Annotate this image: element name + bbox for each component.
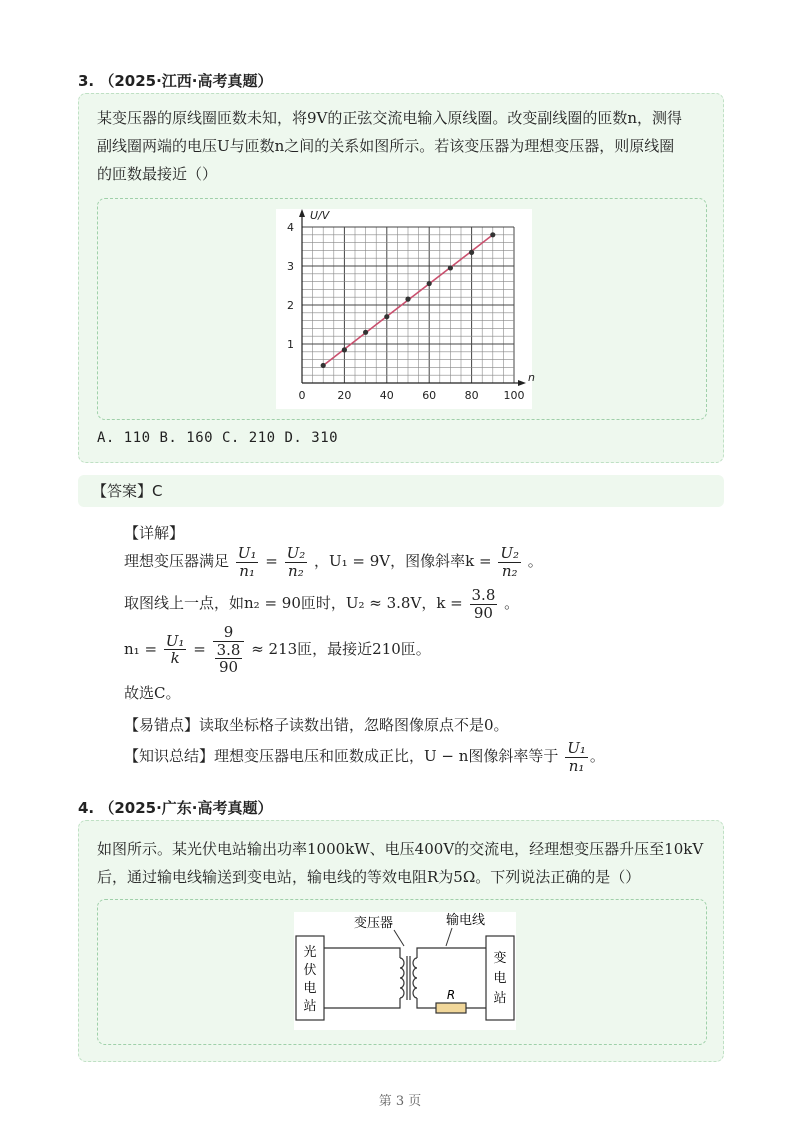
answer-bar [78,475,724,507]
frac-den: n₂ [288,561,304,580]
y-tick-label: 4 [287,221,294,234]
circuit-diagram [294,912,516,1030]
solution-line1: 理想变压器满足 $\frac{\text{U₁}}{\text{n₁}}$ = $\frac{\text{U₂}}{\text{n₂}}$ ，U₁ = 9V，图像斜率k = $\frac{\text{U₂}}{\text{n₂}}$ 。 [124,544,543,580]
solution-title: 【详解】 [124,524,185,542]
frac-den: n₂ [501,561,518,580]
frac-num: U₂ [500,544,519,562]
frac-den: n₁ [239,561,255,580]
summary-line [124,740,605,774]
solution-line1-pre: 理想变压器满足 [124,552,230,570]
line-leader [446,928,452,946]
x-tick-label: 60 [422,389,437,402]
frac-num: U₂ [286,544,306,562]
fraction-u1-k [164,633,187,667]
x-tick-label: 0 [298,389,306,402]
solution-line3-pre: n₁ = [124,639,162,658]
line-wire-top [417,948,486,958]
mistake-text: 读取坐标格子读数出错，忽略图像原点不是0。 [199,716,509,734]
page-number: 第 3 页 [378,1094,422,1109]
summary-end: 。 [589,747,605,765]
q4-text [97,835,707,891]
solution-line2 [124,587,519,621]
solution-line2-end: 。 [504,594,520,612]
fraction-u1-n1 [236,545,259,579]
pv-station-char: 伏 [303,963,317,978]
pv-station-char: 光 [303,945,317,960]
mistake-label: 【易错点】 [124,716,200,734]
summary-label: 【知识总结】 [124,747,215,765]
line-wire-bottom-left [417,998,436,1008]
x-tick-label: 40 [379,389,394,402]
fraction-inner [215,642,243,676]
solution-line3 [124,624,431,676]
secondary-coil [413,958,417,998]
q4-figure-frame [97,899,707,1045]
data-point [490,232,495,237]
q3-heading: 3. （2025·江西·高考真题） [78,72,273,90]
y-axis-arrow [299,209,305,217]
substation-char: 电 [493,971,507,986]
x-tick-label: 100 [503,389,525,402]
substation-char: 变 [493,951,507,966]
frac-num: 3.8 [216,640,241,659]
x-tick-label: 80 [464,389,479,402]
y-tick-label: 2 [287,299,294,312]
fraction-nested [213,624,245,676]
q4-circuit-panel [294,912,516,1030]
data-point [405,297,410,302]
primary-coil [400,958,404,998]
frac-num: U₁ [567,739,586,757]
solution-line3-end: ≈ 213匝，最接近210匝。 [251,639,431,658]
resistor-label: R [446,988,456,1002]
pv-station-char: 站 [303,999,317,1014]
q3-figure-frame [97,198,707,420]
q3-text-line3: 的匝数最接近（） [97,165,218,183]
frac-den: n₁ [568,756,585,775]
frac-num: 3.8 [471,586,496,604]
mistake-line [124,714,509,735]
q4-box [78,820,724,1062]
x-tick-label: 20 [337,389,352,402]
data-point [363,330,368,335]
frac-num: U₁ [237,544,257,562]
q3-text [97,104,707,188]
transformer-leader [394,930,404,946]
fraction-38-90 [470,587,498,621]
fraction-u1-n1-summary [565,740,588,774]
x-axis-label: n [528,371,535,384]
solution-line2-pre: 取图线上一点，如n₂ = 90匝时，U₂ ≈ 3.8V，k = [124,594,468,612]
frac-den: k [170,649,180,668]
q3-chart [276,209,535,409]
resistor [436,1003,466,1013]
q3-text-line2: 副线圈两端的电压U与匝数n之间的关系如图所示。若该变压器为理想变压器，则原线圈 [97,137,675,155]
frac-den: 90 [473,603,493,622]
q3-chart-panel [276,209,535,409]
line-label: 输电线 [446,913,486,928]
solution-line3-eq: = [193,639,211,658]
frac-num: 9 [213,624,245,642]
data-point [384,314,389,319]
frac-num: U₁ [165,631,185,650]
solution-line1-end: 。 [527,552,543,570]
data-point [342,347,347,352]
y-axis-label: U/V [310,209,330,222]
q4-text-line2: 后，通过输电线输送到变电站，输电线的等效电阻R为5Ω。下列说法正确的是（） [97,868,641,886]
data-point [469,250,474,255]
frac-den: 90 [218,658,239,676]
primary-wire-top [324,948,400,958]
fraction-slope [498,545,521,579]
q3-options: A. 110 B. 160 C. 210 D. 310 [97,430,339,446]
x-axis-arrow [518,380,526,386]
frac-den [213,642,245,676]
transformer-label: 变压器 [354,916,394,931]
answer-label: 【答案】C [92,482,163,500]
solution-line1-mid: ，U₁ = 9V，图像斜率k = [314,552,497,570]
q3-text-line1: 某变压器的原线圈匝数未知，将9V的正弦交流电输入原线圈。改变副线圈的匝数n，测得 [97,109,683,127]
y-tick-label: 1 [287,338,294,351]
y-tick-label: 3 [287,260,294,273]
data-point [448,265,453,270]
fraction-u2-n2 [285,545,308,579]
pv-station-char: 电 [303,981,317,996]
data-point [321,363,326,368]
data-point [427,281,432,286]
summary-text: 理想变压器电压和匝数成正比，U − n图像斜率等于 [214,747,559,765]
primary-wire-bottom [324,998,400,1008]
substation-char: 站 [493,991,507,1006]
q4-text-line1: 如图所示。某光伏电站输出功率1000kW、电压400V的交流电，经理想变压器升压至10kV [97,840,704,858]
solution-line4: 故选C。 [124,684,181,702]
q4-heading: 4. （2025·广东·高考真题） [78,799,273,817]
q3-box [78,93,724,463]
